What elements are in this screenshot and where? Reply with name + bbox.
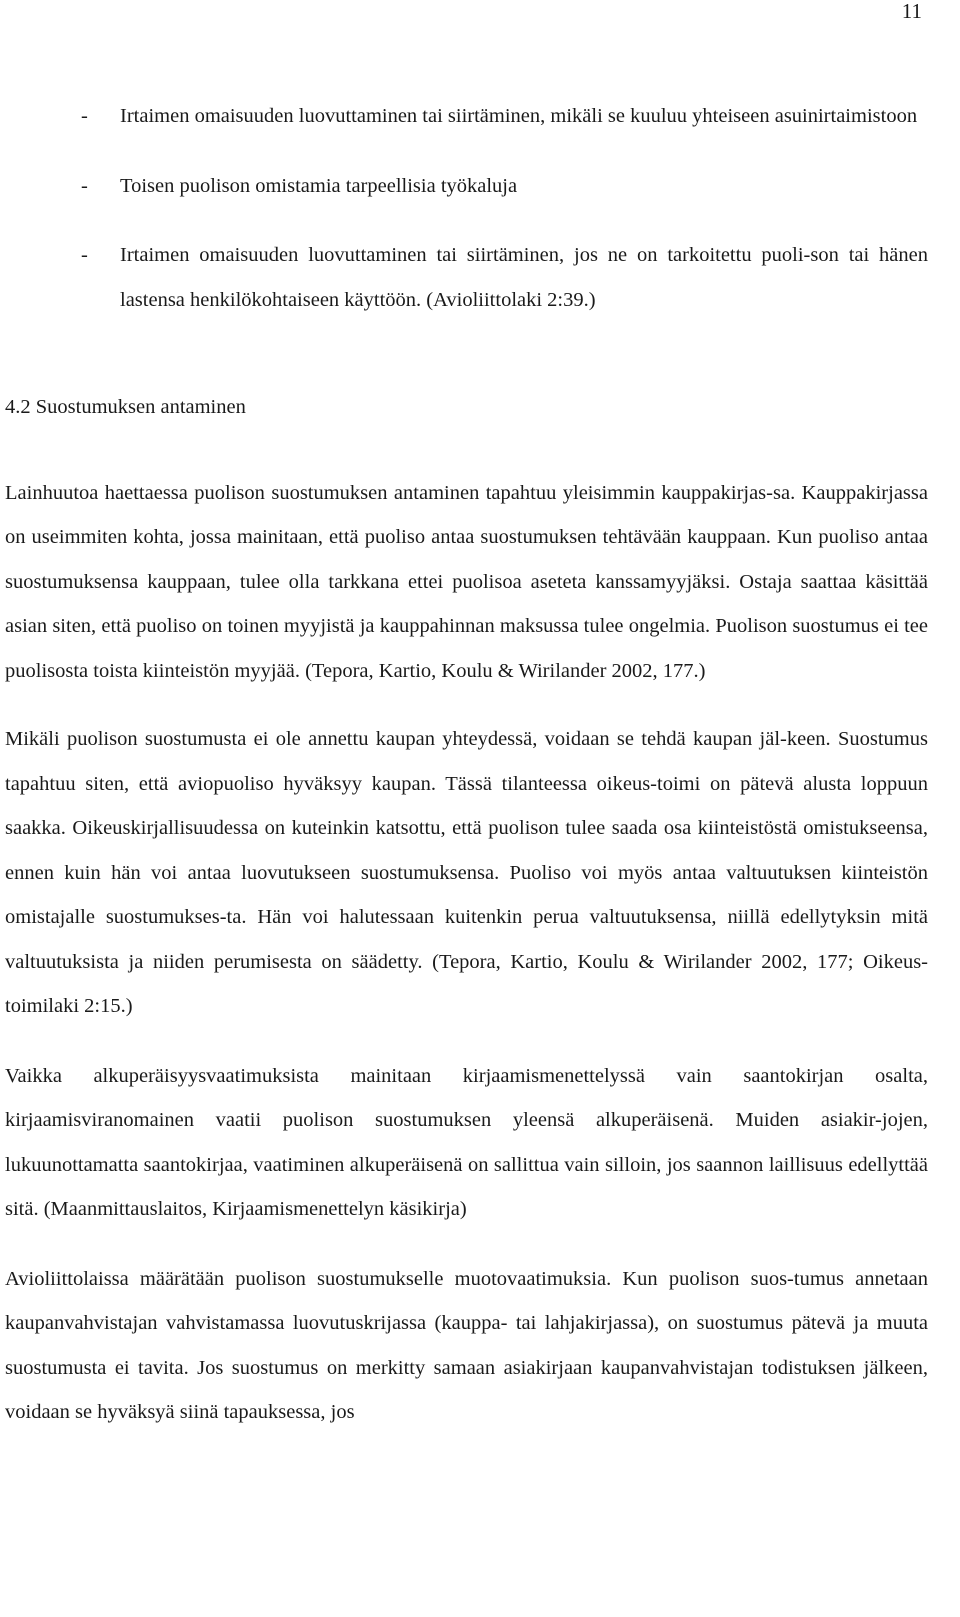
list-item-text: Irtaimen omaisuuden luovuttaminen tai siirtäminen, mikäli se kuuluu yhteiseen asuinirtaimistoon — [120, 105, 918, 127]
paragraph: Avioliittolaissa määrätään puolison suostumukselle muotovaatimuksia. Kun puolison suos-tumus annetaan kaupanvahvistajan vahvistamassa luovutuskrijassa (kauppa- tai lahjakirjassa), on suostumus pätevä ja muuta suostumusta ei tavita. Jos suostumus on merkitty samaan asiakirjaan kaupanvahvistajan todistuksen jälkeen, voidaan se hyväksyä siinä tapauksessa, jos — [5, 1267, 928, 1423]
paragraph: Vaikka alkuperäisyysvaatimuksista mainitaan kirjaamismenettelyssä vain saantokirjan osalta, kirjaamisviranomainen vaatii puolison suostumuksen yleensä alkuperäisenä. Muiden asiakir-jojen, lukuunottamatta saantokirjaa, vaatiminen alkuperäisenä on sallittua vain silloin, jos saannon laillisuus edellyttää sitä. (Maanmittauslaitos, Kirjaamismenettelyn käsikirja) — [5, 1064, 928, 1220]
document-body — [5, 94, 928, 1460]
section-heading: 4.2 Suostumuksen antaminen — [5, 396, 246, 418]
page-number: 11 — [901, 0, 922, 23]
bullet-dash: - — [81, 174, 88, 197]
list-item — [5, 233, 928, 322]
list-item — [5, 164, 928, 209]
list-item-text: Irtaimen omaisuuden luovuttaminen tai siirtäminen, jos ne on tarkoitettu puoli-son tai hänen lastensa henkilökohtaiseen käyttöön. (Avioliittolaki 2:39.) — [120, 244, 928, 311]
paragraph: Mikäli puolison suostumusta ei ole annettu kaupan yhteydessä, voidaan se tehdä kaupan jäl-keen. Suostumus tapahtuu siten, että aviopuoliso hyväksyy kaupan. Tässä tilanteessa oikeus-toimi on pätevä alusta loppuun saakka. Oikeuskirjallisuudessa on kuteinkin katsottu, että puolison tulee saada osa kiinteistöstä omistukseensa, ennen kuin hän voi antaa luovutukseen suostumuksensa. Puoliso voi myös antaa valtuutuksen kiinteistön omistajalle suostumukses-ta. Hän voi halutessaan kuitenkin perua valtuutuksensa, niillä edellytyksin mitä valtuutuksista ja niiden perumisesta on säädetty. (Tepora, Kartio, Koulu & Wirilander 2002, 177; Oikeus-toimilaki 2:15.) — [5, 728, 928, 1017]
list-item-text: Toisen puolison omistamia tarpeellisia työkaluja — [120, 174, 518, 197]
bullet-dash: - — [81, 105, 88, 127]
list-item — [5, 94, 928, 139]
bullet-dash: - — [81, 244, 88, 266]
paragraph: Lainhuutoa haettaessa puolison suostumuksen antaminen tapahtuu yleisimmin kauppakirjas-sa. Kauppakirjassa on useimmiten kohta, jossa mainitaan, että puoliso antaa suostumuksen tehtävään kauppaan. Kun puoliso antaa suostumuksensa kauppaan, tulee olla tarkkana ettei puolisoa aseteta kanssamyyjäksi. Ostaja saattaa käsittää asian siten, että puoliso on toinen myyjistä ja kauppahinnan maksussa tulee ongelmia. Puolison suostumus ei tee puolisosta toista kiinteistön myyjää. (Tepora, Kartio, Koulu & Wirilander 2002, 177.) — [5, 481, 928, 682]
